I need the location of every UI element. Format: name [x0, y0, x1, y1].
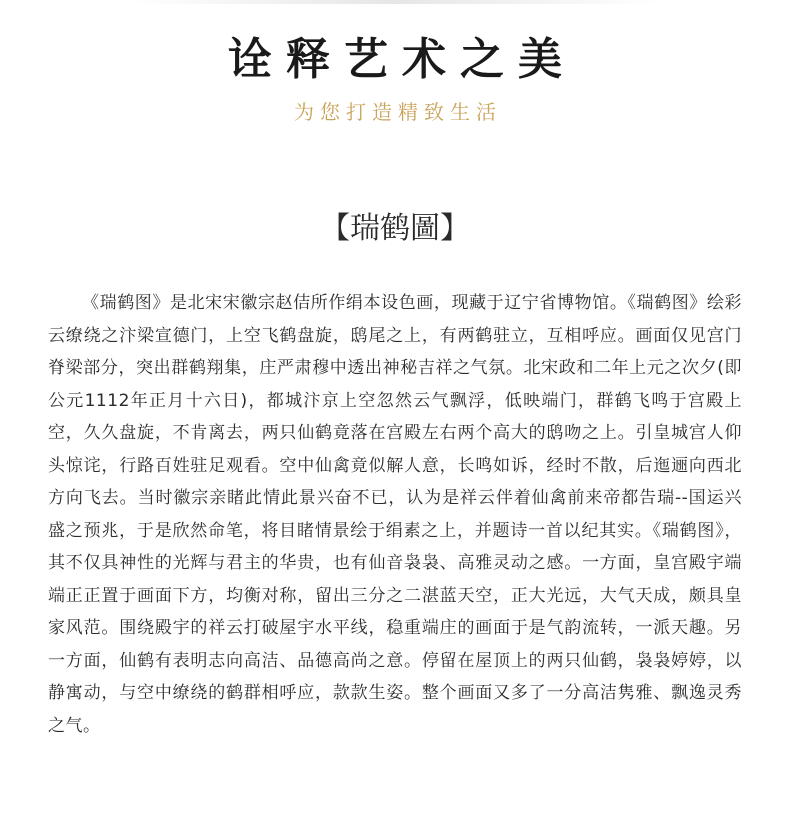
- section-title: 【瑞鹤圖】: [320, 211, 470, 246]
- page-header: [0, 30, 790, 126]
- article-paragraph: 《瑞鹤图》是北宋宋徽宗赵佶所作绢本设色画，现藏于辽宁省博物馆。《瑞鹤图》绘彩云缭绕之汴梁宣德门，上空飞鹤盘旋，鸱尾之上，有两鹤驻立，互相呼应。画面仅见宫门脊梁部分，突出群鹤翔集，庄严肃穆中透出神秘吉祥之气氛。北宋政和二年上元之次夕(即公元1112年正月十六日)，都城汴京上空忽然云气飘浮，低映端门，群鹤飞鸣于宫殿上空，久久盘旋，不肯离去，两只仙鹤竟落在宫殿左右两个高大的鸱吻之上。引皇城宫人仰头惊诧，行路百姓驻足观看。空中仙禽竟似解人意，长鸣如诉，经时不散，后迤逦向西北方向飞去。当时徽宗亲睹此情此景兴奋不已，认为是祥云伴着仙禽前来帝都告瑞--国运兴盛之预兆，于是欣然命笔，将目睹情景绘于绢素之上，并题诗一首以纪其实。《瑞鹤图》，其不仅具神性的光辉与君主的华贵，也有仙音袅袅、高雅灵动之感。一方面，皇宫殿宇端端正正置于画面下方，均衡对称，留出三分之二湛蓝天空，正大光远，大气天成，颇具皇家风范。围绕殿宇的祥云打破屋宇水平线，稳重端庄的画面于是气韵流转，一派天趣。另一方面，仙鹤有表明志向高洁、品德高尚之意。停留在屋顶上的两只仙鹤，袅袅婷婷，以静寓动，与空中缭绕的鹤群相呼应，款款生姿。整个画面又多了一分高洁隽雅、飘逸灵秀之气。: [48, 293, 742, 736]
- page-title: 诠释艺术之美: [228, 34, 576, 85]
- top-divider: [130, 0, 660, 4]
- page-subtitle: 为您打造精致生活: [294, 100, 502, 124]
